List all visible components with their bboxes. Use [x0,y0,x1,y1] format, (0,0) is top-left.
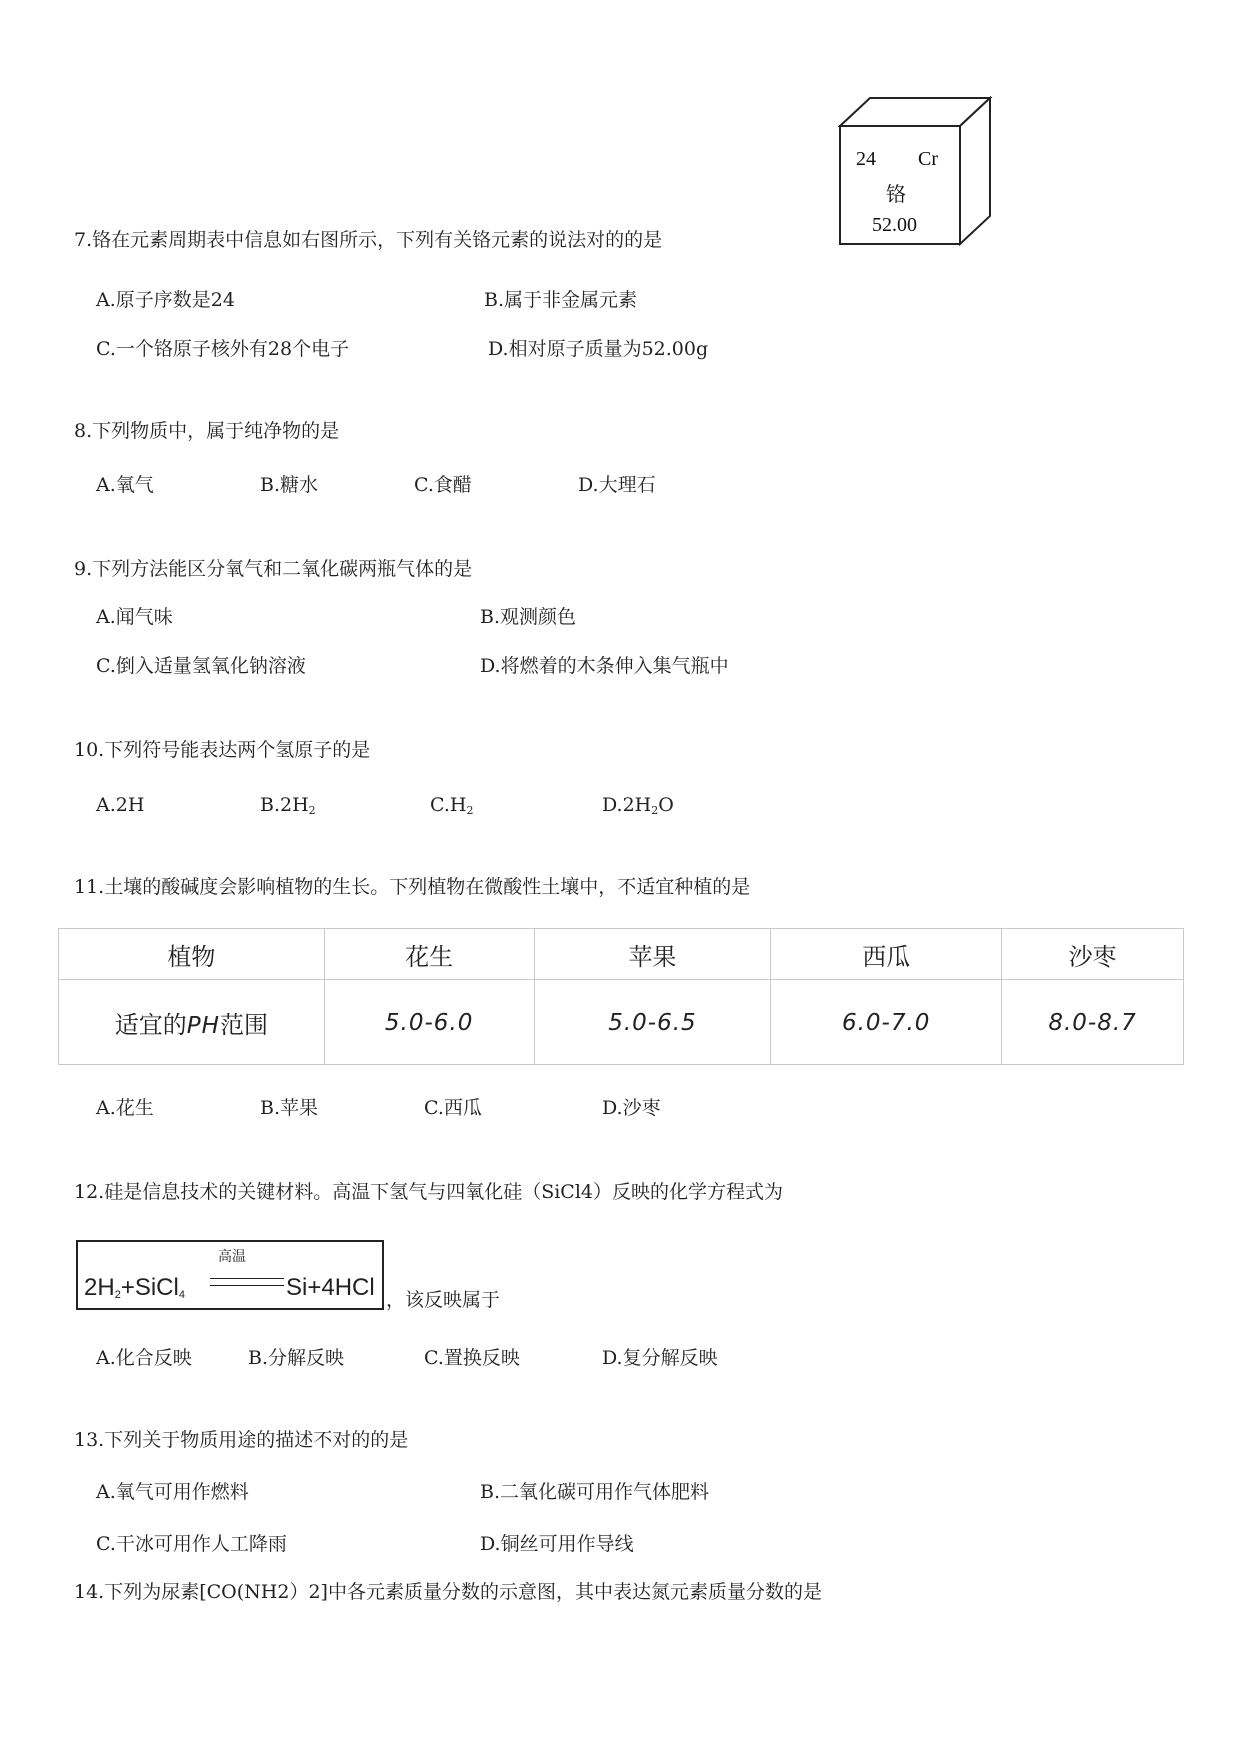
question-13-option-c: C.干冰可用作人工降雨 [96,1533,287,1555]
question-12-option-c: C.置换反映 [424,1347,520,1369]
table-header-cell: 植物 [59,929,325,980]
question-9-option-d: D.将燃着的木条伸入集气瓶中 [480,655,729,677]
question-11-stem: 11.土壤的酸碱度会影响植物的生长。下列植物在微酸性土壤中，不适宜种植的是 [74,876,751,898]
question-10-option-a: A.2H [96,794,145,816]
equation-reactants: $2H_2+SiCl_4$ [84,1274,185,1301]
table-row [59,980,1184,1065]
question-8-option-c: C.食醋 [414,474,472,496]
row-label-cell: 适宜的PH范围 [59,980,325,1065]
question-9-stem: 9.下列方法能区分氧气和二氧化碳两瓶气体的是 [74,558,473,580]
question-13-option-b: B.二氧化碳可用作气体肥料 [480,1481,710,1503]
question-11-option-a: A.花生 [96,1097,154,1119]
question-9-option-a: A.闻气味 [96,606,173,628]
cube-outline [838,96,1000,248]
question-10-option-b: $B.2H_2$ [260,794,316,817]
question-8-option-b: B.糖水 [260,474,319,496]
question-7-option-b: B.属于非金属元素 [484,289,638,311]
question-8-option-d: D.大理石 [578,474,656,496]
question-13-stem: 13.下列关于物质用途的描述不对的的是 [74,1429,409,1451]
question-11-option-b: B.苹果 [260,1097,319,1119]
table-header-cell: 花生 [324,929,534,980]
chemical-equation-box [76,1240,384,1310]
question-13-option-d: D.铜丝可用作导线 [480,1533,634,1555]
question-12-stem: 12.硅是信息技术的关键材料。高温下氢气与四氧化硅（SiCl4）反映的化学方程式为 [74,1181,784,1203]
question-12-option-a: A.化合反映 [96,1347,192,1369]
table-header-cell: 西瓜 [771,929,1002,980]
question-13-option-a: A.氧气可用作燃料 [96,1481,249,1503]
question-10-option-c: $C.H_2$ [430,794,474,817]
table-cell: 6.0-7.0 [771,980,1002,1065]
table-header-cell: 苹果 [534,929,771,980]
question-9-option-c: C.倒入适量氢氧化钠溶液 [96,655,306,677]
element-symbol: Cr [918,148,938,170]
question-9-option-b: B.观测颜色 [480,606,577,628]
question-7-option-a: A.原子序数是24 [96,289,235,311]
question-8-option-a: A.氧气 [96,474,154,496]
table-cell: 5.0-6.5 [534,980,771,1065]
question-7-stem: 7.铬在元素周期表中信息如右图所示，下列有关铬元素的说法对的的是 [74,229,663,251]
question-10-option-d: $D.2H_2O$ [602,794,674,817]
question-12-option-b: B.分解反映 [248,1347,345,1369]
question-11-option-c: C.西瓜 [424,1097,482,1119]
reaction-condition: 高温 [218,1248,246,1264]
atomic-number: 24 [856,148,876,170]
table-header-row [59,929,1184,980]
table-cell: 5.0-6.0 [324,980,534,1065]
element-name: 铬 [886,182,906,206]
question-10-stem: 10.下列符号能表达两个氢原子的是 [74,739,371,761]
equation-line-bottom [210,1285,284,1286]
chromium-element-card [838,96,1000,248]
equation-products: Si+4HCl [286,1274,375,1301]
question-12-tail: ，该反映属于 [386,1289,501,1311]
question-7-option-d: D.相对原子质量为52.00g [488,338,709,360]
ph-range-table [58,928,1184,1065]
equation-line-top [210,1278,284,1279]
question-11-option-d: D.沙枣 [602,1097,661,1119]
question-8-stem: 8.下列物质中，属于纯净物的是 [74,420,340,442]
question-14-stem: 14.下列为尿素[CO(NH2）2]中各元素质量分数的示意图，其中表达氮元素质量分数的是 [74,1581,822,1603]
question-7-option-c: C.一个铬原子核外有28个电子 [96,338,350,360]
question-12-option-d: D.复分解反映 [602,1347,718,1369]
table-cell: 8.0-8.7 [1002,980,1184,1065]
table-header-cell: 沙枣 [1002,929,1184,980]
atomic-mass: 52.00 [872,214,917,236]
